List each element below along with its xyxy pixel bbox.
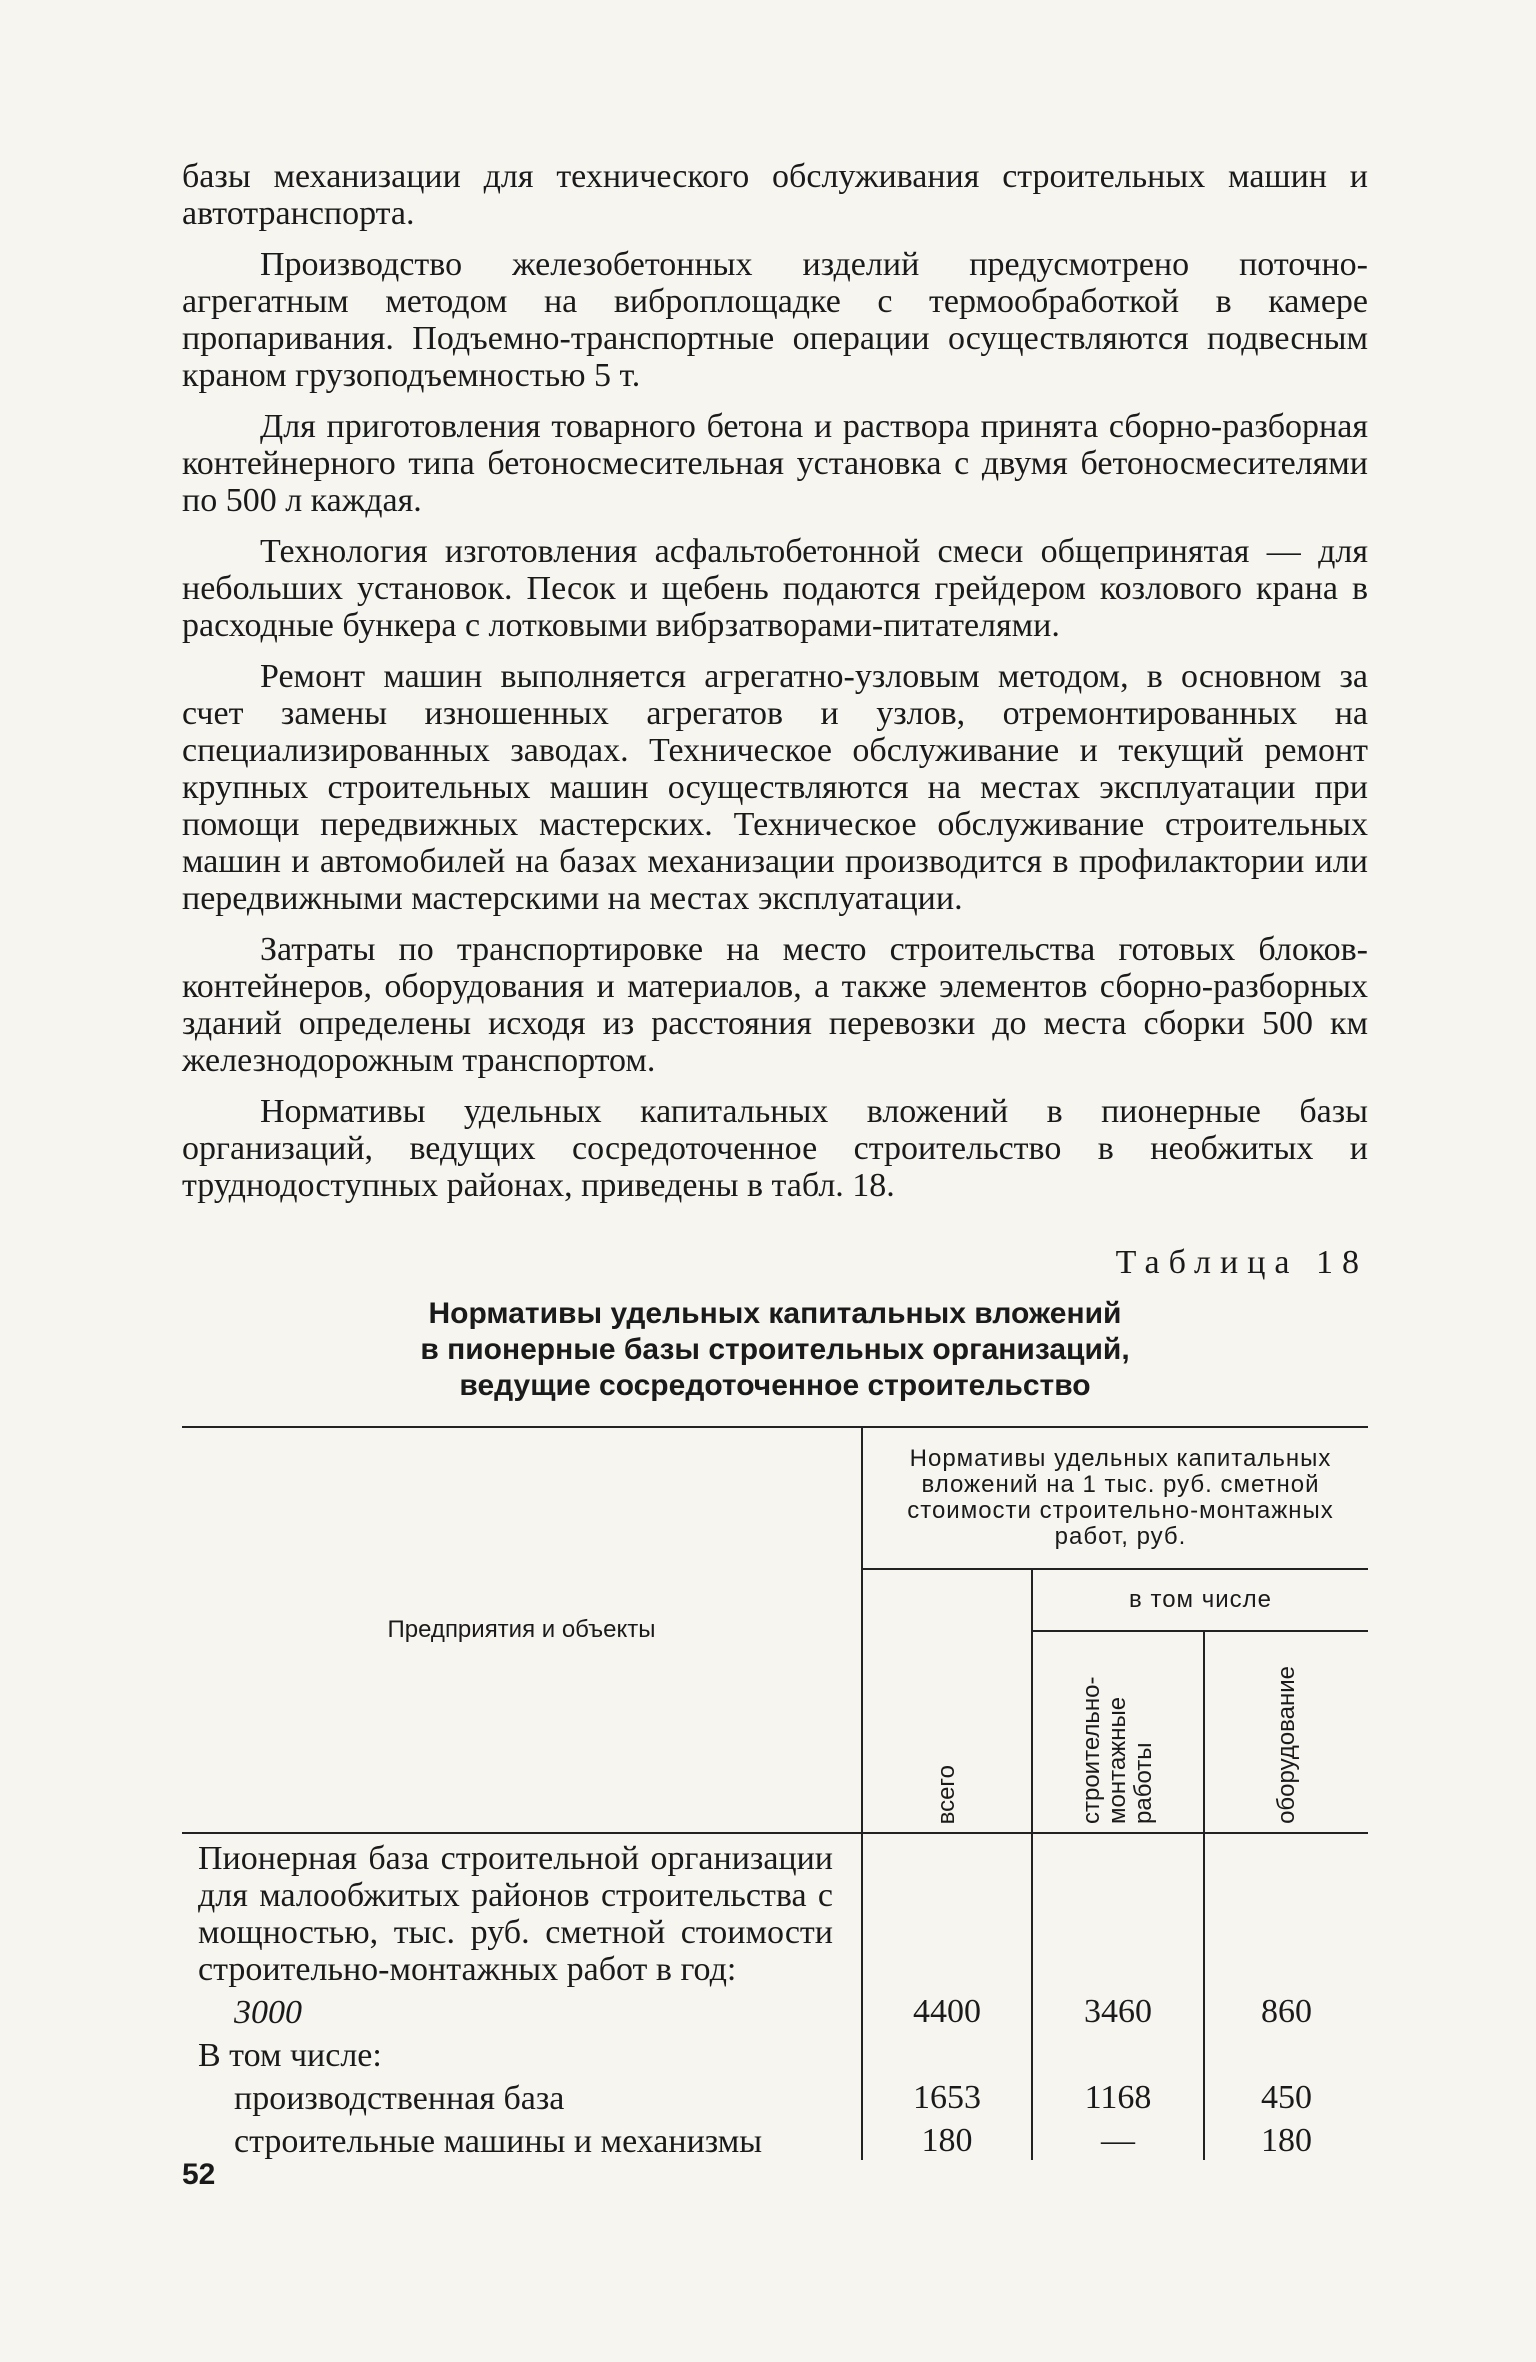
row-equipment: 860 <box>1261 1993 1313 2030</box>
paragraph-4: Технология изготовления асфальтобетонной смеси общепринятая — для небольших установок. Песок и щебень подаются грейдером козлового крана в расходные бункера с лотковыми вибрзатворами-питателями. <box>182 533 1368 644</box>
row-total: 4400 <box>862 1988 1032 2031</box>
header-construction-label: строительно-монтажные работы <box>1078 1676 1157 1824</box>
table-row <box>182 1988 1368 2031</box>
row-total: 180 <box>862 2117 1032 2160</box>
row-equipment <box>1204 1833 1368 1988</box>
row-construction <box>1032 1833 1204 1988</box>
table-row <box>182 1833 1368 1988</box>
table-row <box>182 2031 1368 2074</box>
table-number: Таблица 18 <box>1115 1244 1368 1281</box>
row-equipment: 450 <box>1261 2079 1313 2116</box>
table-title-line-3: ведущие сосредоточенное строительство <box>459 1369 1091 1402</box>
row-name: строительные машины и механизмы <box>182 2117 862 2160</box>
header-total <box>862 1569 1032 1833</box>
row-equipment <box>1204 2031 1368 2074</box>
header-total-label: всего <box>933 1764 960 1824</box>
row-construction: 1168 <box>1032 2074 1204 2117</box>
paragraph-7: Нормативы удельных капитальных вложений в пионерные базы организаций, ведущих сосредоточенное строительство в необжитых и труднодоступных районах, приведены в табл. 18. <box>182 1093 1368 1204</box>
table-title <box>182 1296 1368 1404</box>
table-title-line-1: Нормативы удельных капитальных вложений <box>428 1297 1122 1330</box>
table-row <box>182 2117 1368 2160</box>
header-equipment <box>1204 1631 1368 1833</box>
row-equipment: 180 <box>1261 2122 1313 2159</box>
page-content <box>182 158 1368 2160</box>
row-name: Пионерная база строительной организации для малообжитых районов строительства с мощностью, тыс. руб. сметной стоимости строительно-монтажных работ в год: <box>182 1833 862 1988</box>
paragraph-6: Затраты по транспортировке на место строительства готовых блоков-контейнеров, оборудования и материалов, а также элементов сборно-разборных зданий определены исходя из расстояния перевозки до места сборки 500 км железнодорожным транспортом. <box>182 931 1368 1079</box>
row-total: 1653 <box>862 2074 1032 2117</box>
header-including: в том числе <box>1032 1569 1368 1631</box>
row-construction: 3460 <box>1032 1988 1204 2031</box>
page-number: 52 <box>182 2158 216 2191</box>
paragraph-3: Для приготовления товарного бетона и раствора принята сборно-разборная контейнерного типа бетоносмесительная установка с двумя бетоносмесителями по 500 л каждая. <box>182 408 1368 519</box>
header-objects: Предприятия и объекты <box>182 1427 862 1833</box>
header-construction <box>1032 1631 1204 1833</box>
row-name: В том числе: <box>182 2031 862 2074</box>
row-construction: — <box>1032 2117 1204 2160</box>
header-norms: Нормативы удельных капитальных вложений на 1 тыс. руб. сметной стоимости строительно-монтажных работ, руб. <box>862 1427 1368 1569</box>
row-name: 3000 <box>182 1988 862 2031</box>
table-row <box>182 2074 1368 2117</box>
norms-table <box>182 1426 1368 2160</box>
row-construction <box>1032 2031 1204 2074</box>
table-title-line-2: в пионерные базы строительных организаций, <box>420 1333 1130 1366</box>
paragraph-2: Производство железобетонных изделий предусмотрено поточно-агрегатным методом на виброплощадке с термообработкой в камере пропаривания. Подъемно-транспортные операции осуществляются подвесным краном грузоподъемностью 5 т. <box>182 246 1368 394</box>
row-total <box>862 2031 1032 2074</box>
paragraph-5: Ремонт машин выполняется агрегатно-узловым методом, в основном за счет замены изношенных агрегатов и узлов, отремонтированных на специализированных заводах. Техническое обслуживание и текущий ремонт крупных строительных машин осуществляются на местах эксплуатации при помощи передвижных мастерских. Техническое обслуживание строительных машин и автомобилей на базах механизации производится в профилактории или передвижными мастерскими на местах эксплуатации. <box>182 658 1368 917</box>
paragraph-1: базы механизации для технического обслуживания строительных машин и автотранспорта. <box>182 158 1368 232</box>
row-name: производственная база <box>182 2074 862 2117</box>
row-total <box>862 1833 1032 1988</box>
header-equipment-label: оборудование <box>1272 1666 1300 1824</box>
